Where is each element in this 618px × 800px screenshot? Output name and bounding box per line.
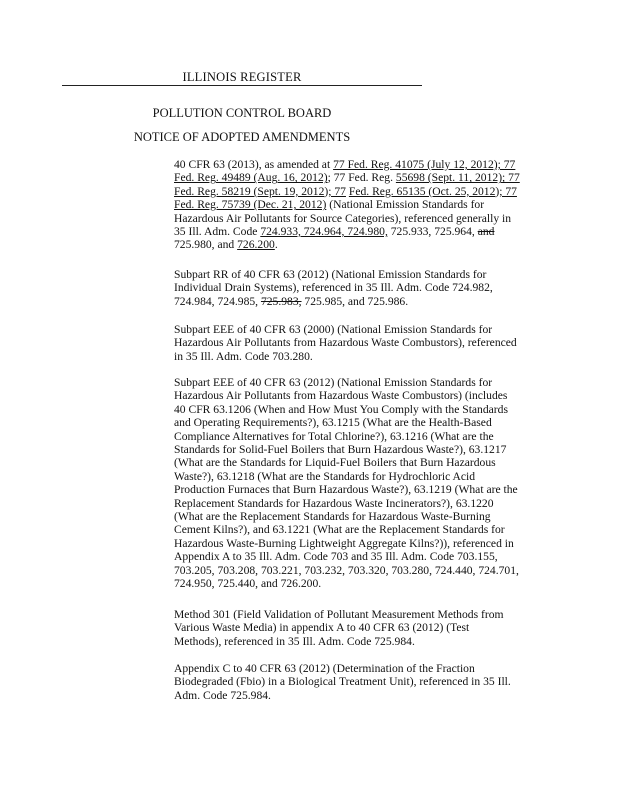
text-line [174, 403, 544, 416]
text-run: Appendix C to 40 CFR 63 (2012) (Determination of the Fraction [174, 662, 475, 675]
register-title: ILLINOIS REGISTER [182, 70, 302, 84]
text-line [174, 268, 544, 281]
text-run: 40 CFR 63 (2013), as amended at [174, 158, 334, 171]
text-run: Hazardous Air Pollutants for Source Categories), referenced generally in [174, 211, 512, 225]
paragraph-cfr-63-general [174, 158, 544, 252]
text-run: Hazardous Air Pollutants from Hazardous Waste Combustors) (includes [174, 389, 508, 403]
paragraph-subpart-rr [174, 268, 544, 308]
text-run: Hazardous Air Pollutants from Hazardous Waste Combustors), referenced [174, 336, 517, 350]
text-line [174, 198, 544, 211]
text-run: Cement Kilns?), and 63.1221 (What are the Replacement Standards for [174, 523, 505, 537]
struck-text: and [477, 225, 495, 239]
text-line [174, 443, 544, 456]
text-run: Method 301 (Field Validation of Pollutant Measurement Methods from [174, 608, 504, 621]
text-run: Methods), referenced in 35 Ill. Adm. Code 725.984. [174, 634, 415, 648]
text-run: Subpart RR of 40 CFR 63 (2012) (National Emission Standards for [174, 268, 487, 281]
text-line [174, 470, 544, 483]
text-line [174, 537, 544, 550]
text-line [174, 212, 544, 225]
text-line [174, 577, 544, 590]
text-line [174, 456, 544, 469]
text-line [174, 483, 544, 496]
underlined-text: 724.933, 724.964, 724.980, [260, 225, 388, 239]
text-run: Hazardous Waste-Burning Lightweight Aggregate Kilns?)), referenced in [174, 536, 514, 550]
paragraph-method-301 [174, 608, 544, 648]
text-run: Standards for Solid-Fuel Boilers that Burn Hazardous Waste?), 63.1217 [174, 443, 507, 457]
text-run: 724.950, 725.440, and 726.200. [174, 577, 322, 591]
text-line [174, 416, 544, 429]
paragraph-subpart-eee-2000 [174, 323, 544, 363]
text-run: Various Waste Media) in appendix A to 40 CFR 63 (2012) (Test [174, 621, 470, 635]
board-name: POLLUTION CONTROL BOARD [152, 106, 332, 120]
text-run: Replacement Standards for Hazardous Waste Incinerators?), 63.1220 [174, 496, 494, 510]
text-run: (What are the Standards for Liquid-Fuel Boilers that Burn Hazardous [174, 456, 496, 470]
text-line [174, 564, 544, 577]
text-line [174, 171, 544, 184]
text-run: 725.933, 725.964, [387, 225, 478, 239]
text-line [174, 376, 544, 389]
text-run: Production Furnaces that Burn Hazardous Waste?), 63.1219 (What are the [174, 483, 518, 497]
text-line [174, 225, 544, 238]
text-run: 40 CFR 63.1206 (When and How Must You Comply with the Standards [174, 402, 508, 416]
text-line [174, 389, 544, 402]
notice-title: NOTICE OF ADOPTED AMENDMENTS [133, 130, 351, 144]
text-run: 724.984, 724.985, [174, 294, 261, 308]
underlined-text: Fed. Reg. 58219 (Sept. 19, 2012); 77 [174, 184, 346, 198]
text-run: Biodegraded (Fbio) in a Biological Treatment Unit), referenced in 35 Ill. [174, 675, 511, 689]
text-line [174, 323, 544, 336]
text-run: Subpart EEE of 40 CFR 63 (2012) (National Emission Standards for [174, 376, 493, 389]
text-line [174, 295, 544, 308]
text-line [174, 281, 544, 294]
text-line [174, 510, 544, 523]
text-run: 725.980, and [174, 238, 238, 252]
text-run: ; 77 Fed. Reg. [327, 171, 396, 185]
text-run: Adm. Code 725.984. [174, 688, 271, 702]
text-line [174, 185, 544, 198]
underlined-text: Fed. Reg. 65135 (Oct. 25, 2012); 77 [348, 184, 517, 198]
struck-text: 725.983, [260, 294, 302, 308]
underlined-text: 77 Fed. Reg. 41075 (July 12, 2012); 77 [333, 158, 516, 171]
text-line [174, 497, 544, 510]
text-line [174, 336, 544, 349]
text-run: Appendix A to 35 Ill. Adm. Code 703 and 35 Ill. Adm. Code 703.155, [174, 550, 498, 564]
text-run: (What are the Replacement Standards for Hazardous Waste-Burning [174, 510, 491, 524]
underlined-text: 55698 (Sept. 11, 2012); 77 [395, 171, 520, 185]
text-line [174, 608, 544, 621]
paragraph-appendix-c [174, 662, 544, 702]
header-rule [62, 85, 422, 86]
text-run: Subpart EEE of 40 CFR 63 (2000) (National Emission Standards for [174, 323, 493, 336]
text-run: Individual Drain Systems), referenced in 35 Ill. Adm. Code 724.982, [174, 281, 493, 295]
underlined-text: 726.200 [237, 238, 275, 252]
text-line [174, 689, 544, 702]
text-run: . [274, 238, 278, 252]
text-line [174, 238, 544, 251]
text-run: and Operating Requirements?), 63.1215 (What are the Health-Based [174, 416, 492, 430]
text-line [174, 662, 544, 675]
text-run: 35 Ill. Adm. Code [174, 225, 261, 239]
text-line [174, 675, 544, 688]
text-run: Compliance Alternatives for Total Chlorine?), 63.1216 (What are the [174, 429, 494, 443]
text-run: 703.205, 703.208, 703.221, 703.232, 703.320, 703.280, 724.440, 724.701, [174, 563, 519, 577]
underlined-text: Fed. Reg. 75739 (Dec. 21, 2012) [174, 198, 327, 212]
text-line [174, 621, 544, 634]
paragraph-subpart-eee-2012 [174, 376, 544, 591]
text-line [174, 430, 544, 443]
text-run: Waste?), 63.1218 (What are the Standards for Hydrochloric Acid [174, 469, 476, 483]
text-line [174, 635, 544, 648]
text-line [174, 550, 544, 563]
text-line [174, 523, 544, 536]
text-run: (National Emission Standards for [326, 198, 485, 212]
underlined-text: Fed. Reg. 49489 (Aug. 16, 2012) [174, 171, 328, 185]
text-run: 725.985, and 725.986. [301, 294, 409, 308]
text-run: in 35 Ill. Adm. Code 703.280. [174, 349, 313, 363]
text-line [174, 158, 544, 171]
text-line [174, 350, 544, 363]
